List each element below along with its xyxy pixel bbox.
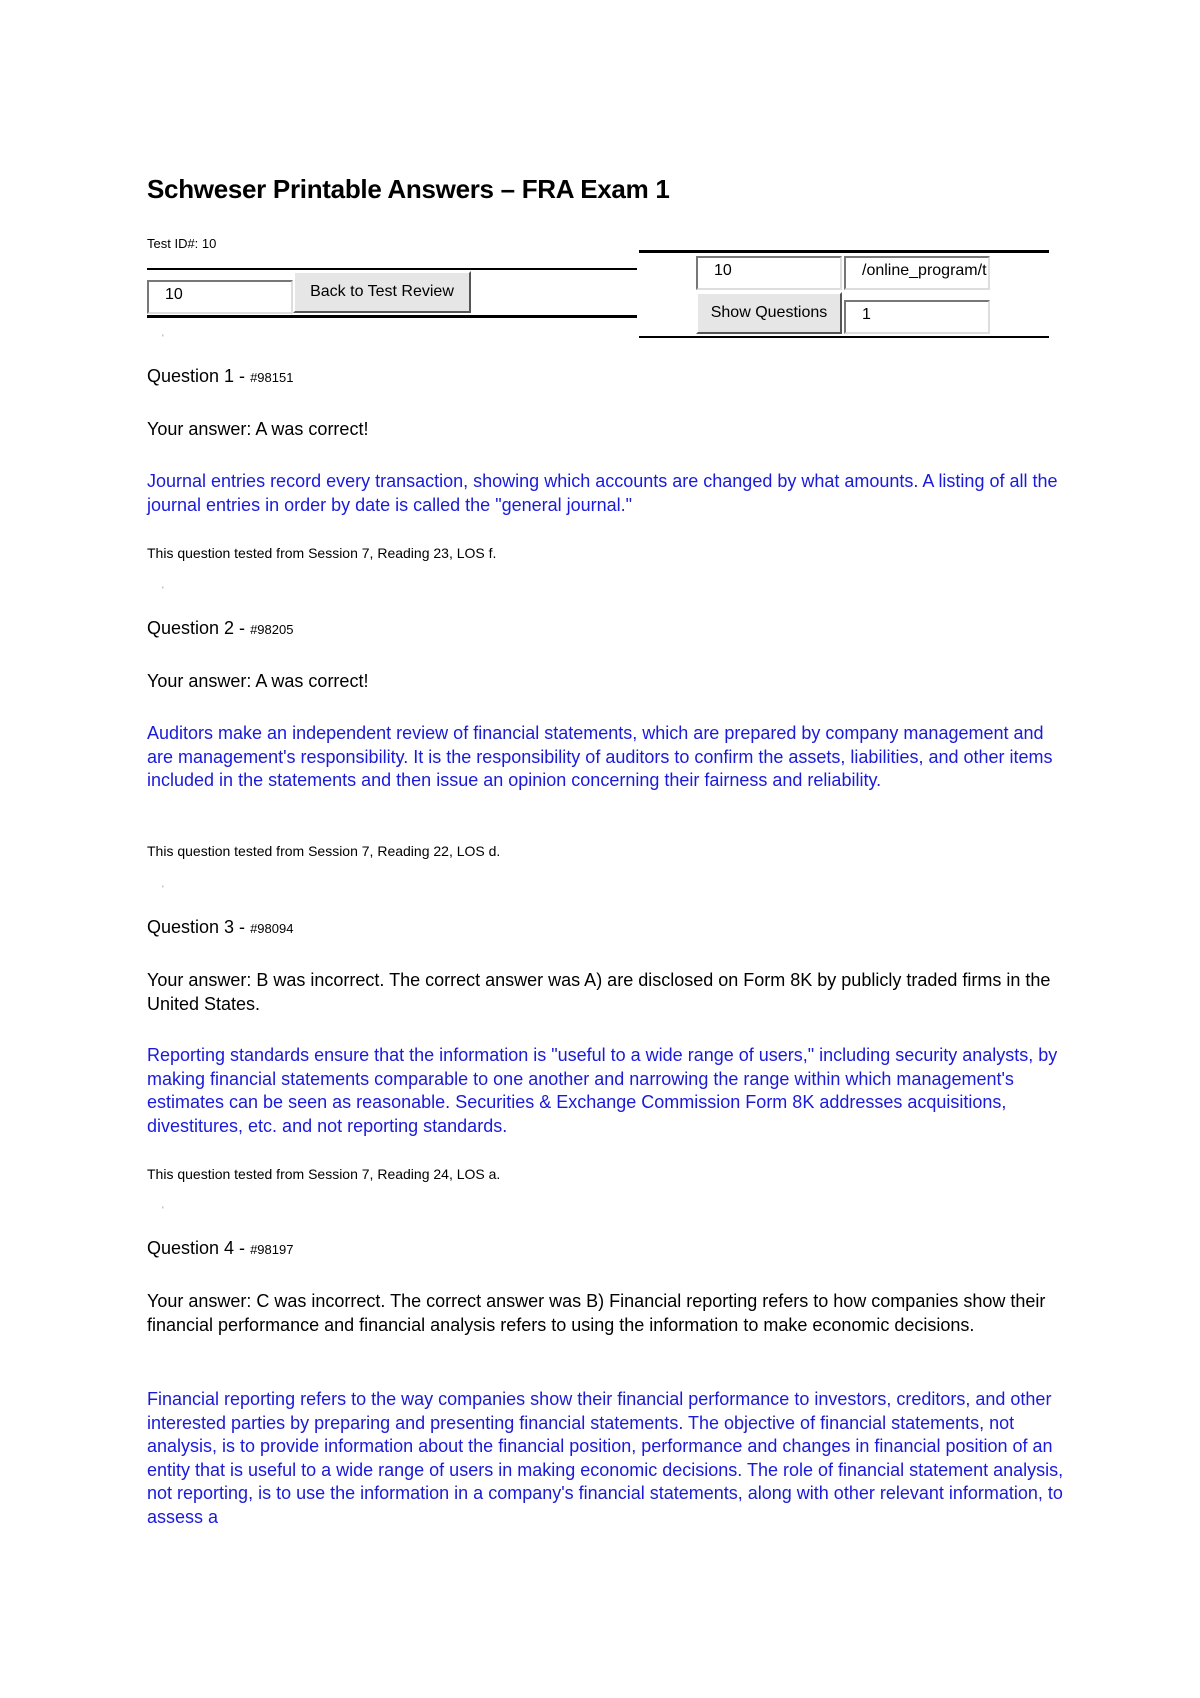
separator-mark: ' (162, 333, 164, 343)
question-4-heading (147, 1238, 293, 1259)
question-2-explanation: Auditors make an independent review of financial statements, which are prepared by company management and are management's responsibility. It is the responsibility of auditors to confirm the assets, liabilities, and other items included in the statements and then issue an opinion concerning their fairness and reliability. (147, 723, 1053, 790)
question-id: #98197 (250, 1242, 294, 1257)
question-id: #98094 (250, 921, 294, 936)
separator-mark: ' (162, 585, 164, 595)
separator-mark: ' (162, 1205, 164, 1215)
back-to-test-review-button[interactable]: Back to Test Review (293, 271, 471, 313)
question-4-explanation: Financial reporting refers to the way companies show their financial performance to investors, creditors, and other interested parties by preparing and presenting financial statements. The objective of financial statements, not analysis, is to provide information about the financial position, performance and changes in financial position of an entity that is useful to a wide range of users in making economic decisions. The role of financial statement analysis, not reporting, is to use the information in a company's financial statements, along with other relevant information, to assess a (147, 1389, 1064, 1527)
question-label: Question 1 - (147, 366, 251, 386)
question-label: Question 4 - (147, 1238, 251, 1258)
separator-mark: ' (162, 884, 164, 894)
question-id: #98151 (250, 370, 294, 385)
test-id-label: Test ID#: 10 (147, 236, 217, 251)
question-2-answer: Your answer: A was correct! (147, 671, 369, 691)
question-1-answer: Your answer: A was correct! (147, 419, 369, 439)
question-1-heading (147, 366, 293, 387)
left-control-bar (147, 268, 637, 318)
question-id: #98205 (250, 622, 294, 637)
test-id-input[interactable]: 10 (147, 280, 293, 314)
question-label: Question 2 - (147, 618, 251, 638)
question-3-heading (147, 917, 293, 938)
question-4-answer: Your answer: C was incorrect. The correct answer was B) Financial reporting refers to how companies show their financial performance and financial analysis refers to using the information to make economic decisions. (147, 1291, 1046, 1335)
page-title: Schweser Printable Answers – FRA Exam 1 (147, 174, 670, 204)
question-3-explanation: Reporting standards ensure that the information is "useful to a wide range of users," including security analysts, by making financial statements comparable to one another and narrowing the range within which management's estimates can be seen as reasonable. Securities & Exchange Commission Form 8K addresses acquisitions, divestitures, etc. and not reporting standards. (147, 1045, 1058, 1136)
right-control-bar (639, 250, 1049, 338)
question-label: Question 3 - (147, 917, 251, 937)
question-count-input[interactable]: 10 (696, 256, 842, 290)
question-3-answer: Your answer: B was incorrect. The correct answer was A) are disclosed on Form 8K by publicly traded firms in the United States. (147, 970, 1051, 1014)
program-path-input[interactable]: /online_program/t (844, 256, 990, 290)
question-3-tested: This question tested from Session 7, Reading 24, LOS a. (147, 1166, 501, 1182)
start-question-input[interactable]: 1 (844, 300, 990, 334)
question-2-heading (147, 618, 293, 639)
question-1-explanation: Journal entries record every transaction, showing which accounts are changed by what amounts. A listing of all the journal entries in order by date is called the "general journal." (147, 471, 1058, 515)
question-1-tested: This question tested from Session 7, Reading 23, LOS f. (147, 545, 497, 561)
question-2-tested: This question tested from Session 7, Reading 22, LOS d. (147, 843, 501, 859)
show-questions-button[interactable]: Show Questions (696, 292, 842, 334)
